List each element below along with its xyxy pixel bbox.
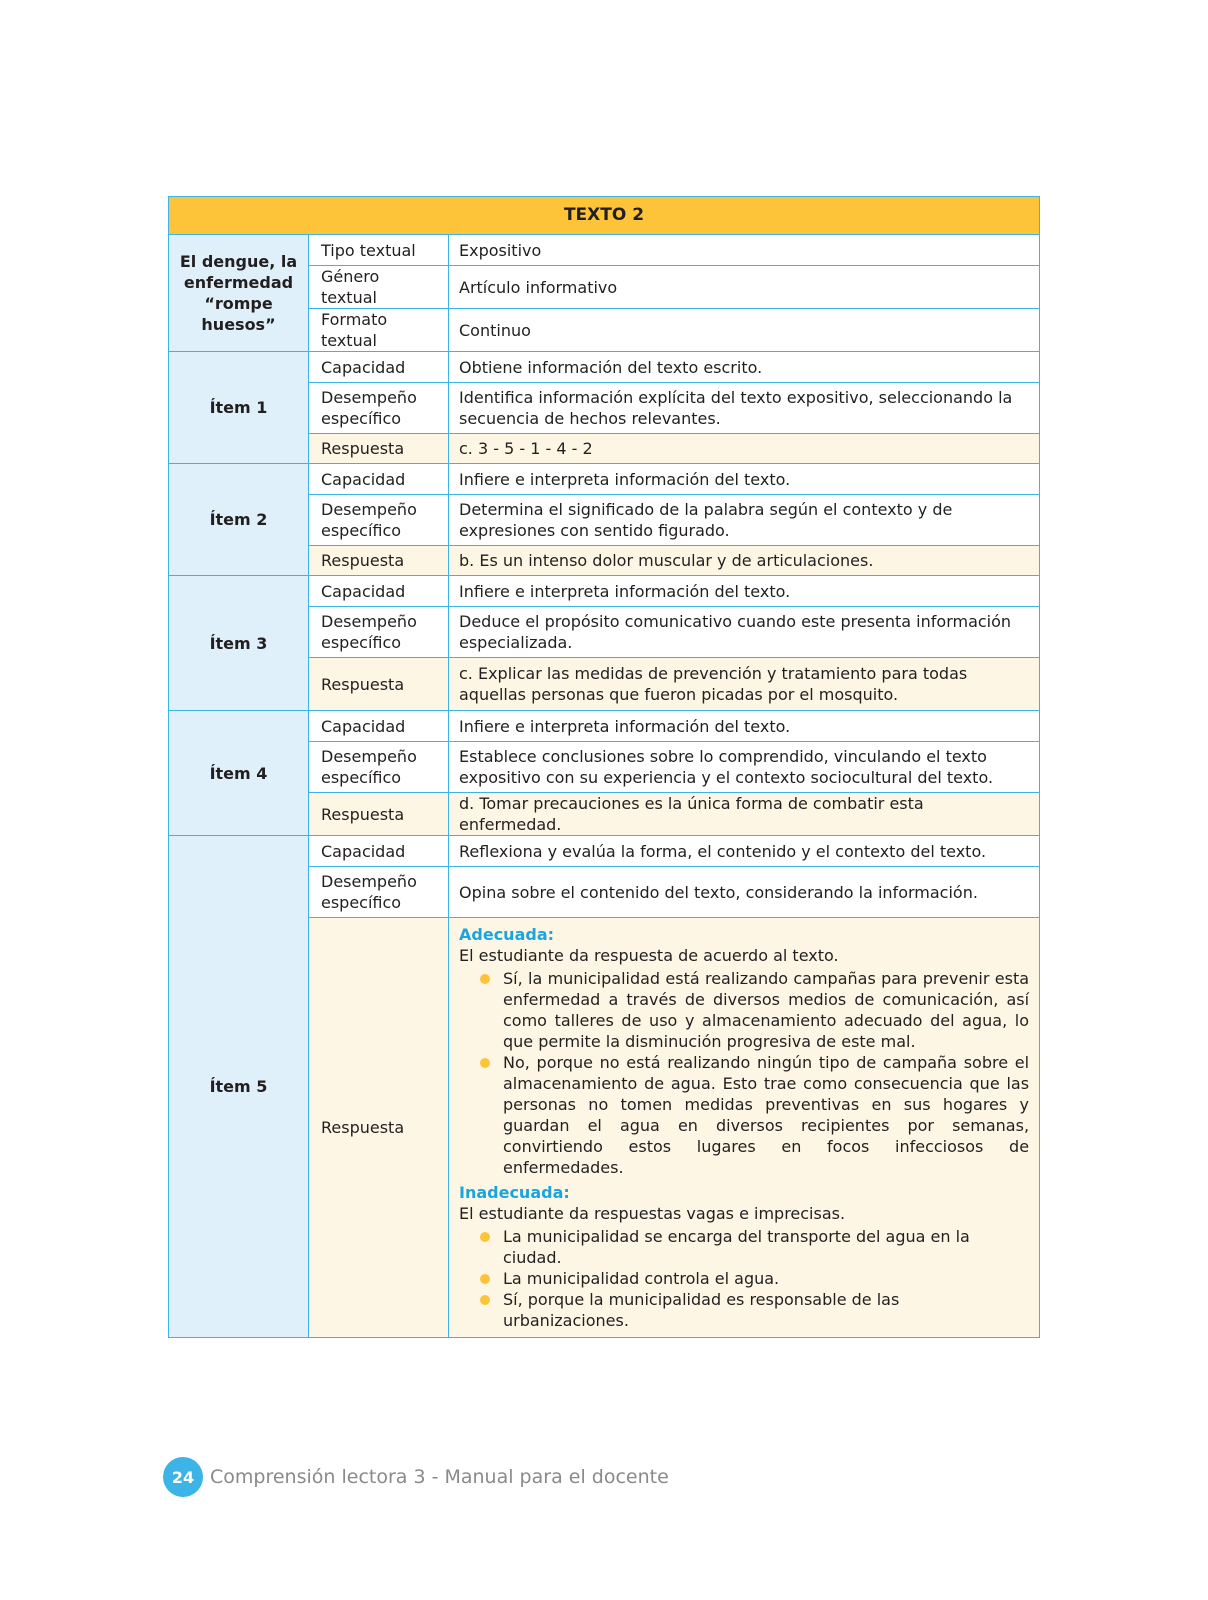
adecuada-list: [459, 968, 1029, 1178]
bullet-dot-icon: [480, 1058, 490, 1068]
desempeno-label: Desempeño específico: [309, 867, 449, 918]
tipo-textual-value: Expositivo: [449, 235, 1040, 266]
item-2-label: Ítem 2: [169, 464, 309, 576]
respuesta-label: Respuesta: [309, 918, 449, 1338]
capacidad-label: Capacidad: [309, 836, 449, 867]
respuesta-label: Respuesta: [309, 793, 449, 836]
item-2-respuesta: b. Es un intenso dolor muscular y de articulaciones.: [449, 546, 1040, 576]
item-3-desempeno: Deduce el propósito comunicativo cuando este presenta información especializada.: [449, 607, 1040, 658]
page-footer: [163, 1457, 669, 1497]
adecuada-heading: Adecuada:: [459, 925, 555, 944]
item-1-label: Ítem 1: [169, 352, 309, 464]
item-2-capacidad: Infiere e interpreta información del texto.: [449, 464, 1040, 495]
list-item: La municipalidad controla el agua.: [503, 1268, 1029, 1289]
genero-textual-value: Artículo informativo: [449, 266, 1040, 309]
text-title-cell: El dengue, la enfermedad “rompe huesos”: [169, 235, 309, 352]
formato-textual-value: Continuo: [449, 309, 1040, 352]
capacidad-label: Capacidad: [309, 464, 449, 495]
item-5-desempeno: Opina sobre el contenido del texto, considerando la información.: [449, 867, 1040, 918]
capacidad-label: Capacidad: [309, 576, 449, 607]
item-4-label: Ítem 4: [169, 711, 309, 836]
tipo-textual-label: Tipo textual: [309, 235, 449, 266]
respuesta-label: Respuesta: [309, 434, 449, 464]
bullet-dot-icon: [480, 974, 490, 984]
item-5-capacidad: Reflexiona y evalúa la forma, el contenido y el contexto del texto.: [449, 836, 1040, 867]
item-2-desempeno: Determina el significado de la palabra según el contexto y de expresiones con sentido figurado.: [449, 495, 1040, 546]
genero-textual-label: Género textual: [309, 266, 449, 309]
list-item: La municipalidad se encarga del transporte del agua en la ciudad.: [503, 1226, 1029, 1268]
desempeno-label: Desempeño específico: [309, 495, 449, 546]
formato-textual-label: Formato textual: [309, 309, 449, 352]
list-item: No, porque no está realizando ningún tipo de campaña sobre el almacenamiento de agua. Esto trae como consecuencia que las personas no tomen medidas preventivas en sus hogares y guardan el agua en diversos recipientes por semanas, convirtiendo estos lugares en focos infecciosos de enfermedades.: [503, 1052, 1029, 1178]
list-item: Sí, porque la municipalidad es responsable de las urbanizaciones.: [503, 1289, 1029, 1331]
adecuada-description: El estudiante da respuesta de acuerdo al texto.: [459, 946, 839, 965]
bullet-dot-icon: [480, 1295, 490, 1305]
page-number-badge: 24: [163, 1457, 203, 1497]
inadecuada-list: [459, 1226, 1029, 1331]
footer-title: Comprensión lectora 3 - Manual para el docente: [210, 1466, 669, 1488]
desempeno-label: Desempeño específico: [309, 742, 449, 793]
item-1-capacidad: Obtiene información del texto escrito.: [449, 352, 1040, 383]
bullet-dot-icon: [480, 1232, 490, 1242]
capacidad-label: Capacidad: [309, 711, 449, 742]
table-title: TEXTO 2: [169, 197, 1040, 235]
item-5-respuesta: [449, 918, 1040, 1338]
item-4-respuesta: d. Tomar precauciones es la única forma de combatir esta enfermedad.: [449, 793, 1040, 836]
item-5-label: Ítem 5: [169, 836, 309, 1338]
item-4-capacidad: Infiere e interpreta información del texto.: [449, 711, 1040, 742]
inadecuada-heading: Inadecuada:: [459, 1183, 570, 1202]
item-4-desempeno: Establece conclusiones sobre lo comprendido, vinculando el texto expositivo con su experiencia y el contexto sociocultural del texto.: [449, 742, 1040, 793]
respuesta-label: Respuesta: [309, 658, 449, 711]
list-item: Sí, la municipalidad está realizando campañas para prevenir esta enfermedad a través de diversos medios de comunicación, así como talleres de uso y almacenamiento adecuado del agua, lo que permite la disminución progresiva de este mal.: [503, 968, 1029, 1052]
item-3-capacidad: Infiere e interpreta información del texto.: [449, 576, 1040, 607]
respuesta-label: Respuesta: [309, 546, 449, 576]
inadecuada-description: El estudiante da respuestas vagas e imprecisas.: [459, 1204, 846, 1223]
item-3-respuesta: c. Explicar las medidas de prevención y tratamiento para todas aquellas personas que fueron picadas por el mosquito.: [449, 658, 1040, 711]
rubric-table: [168, 196, 1040, 1338]
item-1-respuesta: c. 3 - 5 - 1 - 4 - 2: [449, 434, 1040, 464]
item-3-label: Ítem 3: [169, 576, 309, 711]
desempeno-label: Desempeño específico: [309, 607, 449, 658]
desempeno-label: Desempeño específico: [309, 383, 449, 434]
item-1-desempeno: Identifica información explícita del texto expositivo, seleccionando la secuencia de hechos relevantes.: [449, 383, 1040, 434]
capacidad-label: Capacidad: [309, 352, 449, 383]
bullet-dot-icon: [480, 1274, 490, 1284]
